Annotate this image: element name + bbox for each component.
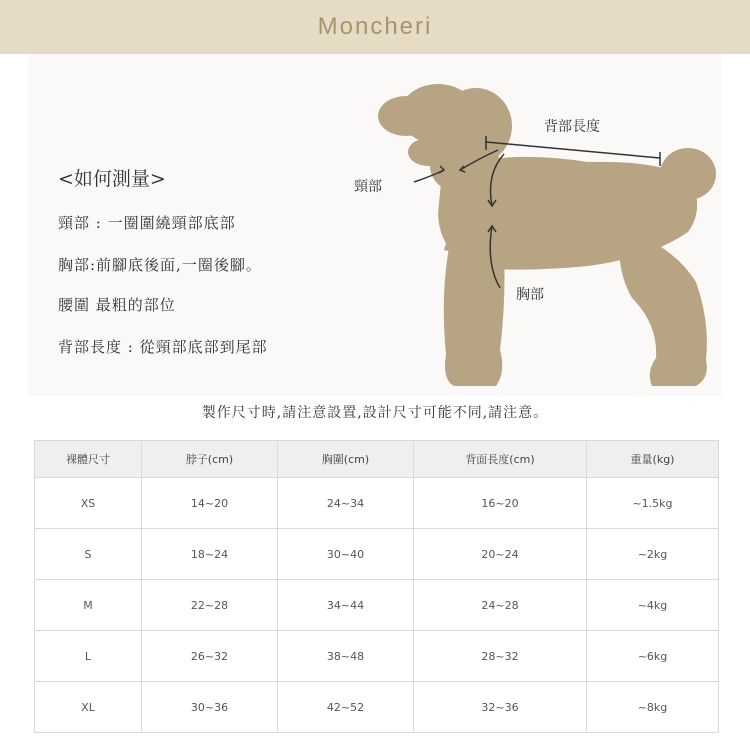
table-row (35, 631, 719, 682)
size-table (34, 440, 719, 733)
cell-weight: ~2kg (587, 529, 719, 580)
table-row (35, 580, 719, 631)
diagram-label-chest: 胸部 (516, 287, 544, 303)
size-table-header-row (35, 441, 719, 478)
cell-neck: 14~20 (142, 478, 278, 529)
cell-chest: 38~48 (278, 631, 414, 682)
back-length-arrow-line (486, 142, 660, 158)
cell-back-length: 16~20 (414, 478, 587, 529)
cell-size: S (35, 529, 142, 580)
guide-line-waist: 腰圍 最粗的部位 (58, 296, 176, 314)
cell-back-length: 24~28 (414, 580, 587, 631)
header-size: 裸體尺寸 (35, 441, 142, 478)
guide-line-neck: 頸部 : 一圈圍繞頸部底部 (58, 214, 236, 232)
cell-weight: ~6kg (587, 631, 719, 682)
cell-weight: ~1.5kg (587, 478, 719, 529)
cell-size: M (35, 580, 142, 631)
size-note: 製作尺寸時,請注意設置,設計尺寸可能不同,請注意。 (201, 405, 549, 421)
guide-line-back-length: 背部長度 : 從頸部底部到尾部 (58, 338, 268, 356)
cell-chest: 34~44 (278, 580, 414, 631)
diagram-label-neck: 頸部 (354, 179, 382, 195)
cell-back-length: 32~36 (414, 682, 587, 733)
cell-back-length: 20~24 (414, 529, 587, 580)
header-neck: 脖子(cm) (142, 441, 278, 478)
header-back-length: 背面長度(cm) (414, 441, 587, 478)
header-chest: 胸圍(cm) (278, 441, 414, 478)
brand-name: Moncheri (317, 13, 433, 40)
brand-banner (0, 0, 750, 54)
cell-size: XS (35, 478, 142, 529)
cell-neck: 18~24 (142, 529, 278, 580)
cell-chest: 30~40 (278, 529, 414, 580)
cell-size: XL (35, 682, 142, 733)
cell-neck: 26~32 (142, 631, 278, 682)
cell-neck: 30~36 (142, 682, 278, 733)
cell-weight: ~4kg (587, 580, 719, 631)
cell-size: L (35, 631, 142, 682)
cell-back-length: 28~32 (414, 631, 587, 682)
cell-chest: 42~52 (278, 682, 414, 733)
cell-weight: ~8kg (587, 682, 719, 733)
diagram-label-back-length: 背部長度 (544, 119, 600, 135)
table-row (35, 529, 719, 580)
header-weight: 重量(kg) (587, 441, 719, 478)
cell-chest: 24~34 (278, 478, 414, 529)
cell-neck: 22~28 (142, 580, 278, 631)
table-row (35, 478, 719, 529)
guide-title: <如何測量> (58, 168, 166, 190)
table-row (35, 682, 719, 733)
guide-line-chest: 胸部:前腳底後面,一圈後腳。 (58, 256, 262, 274)
